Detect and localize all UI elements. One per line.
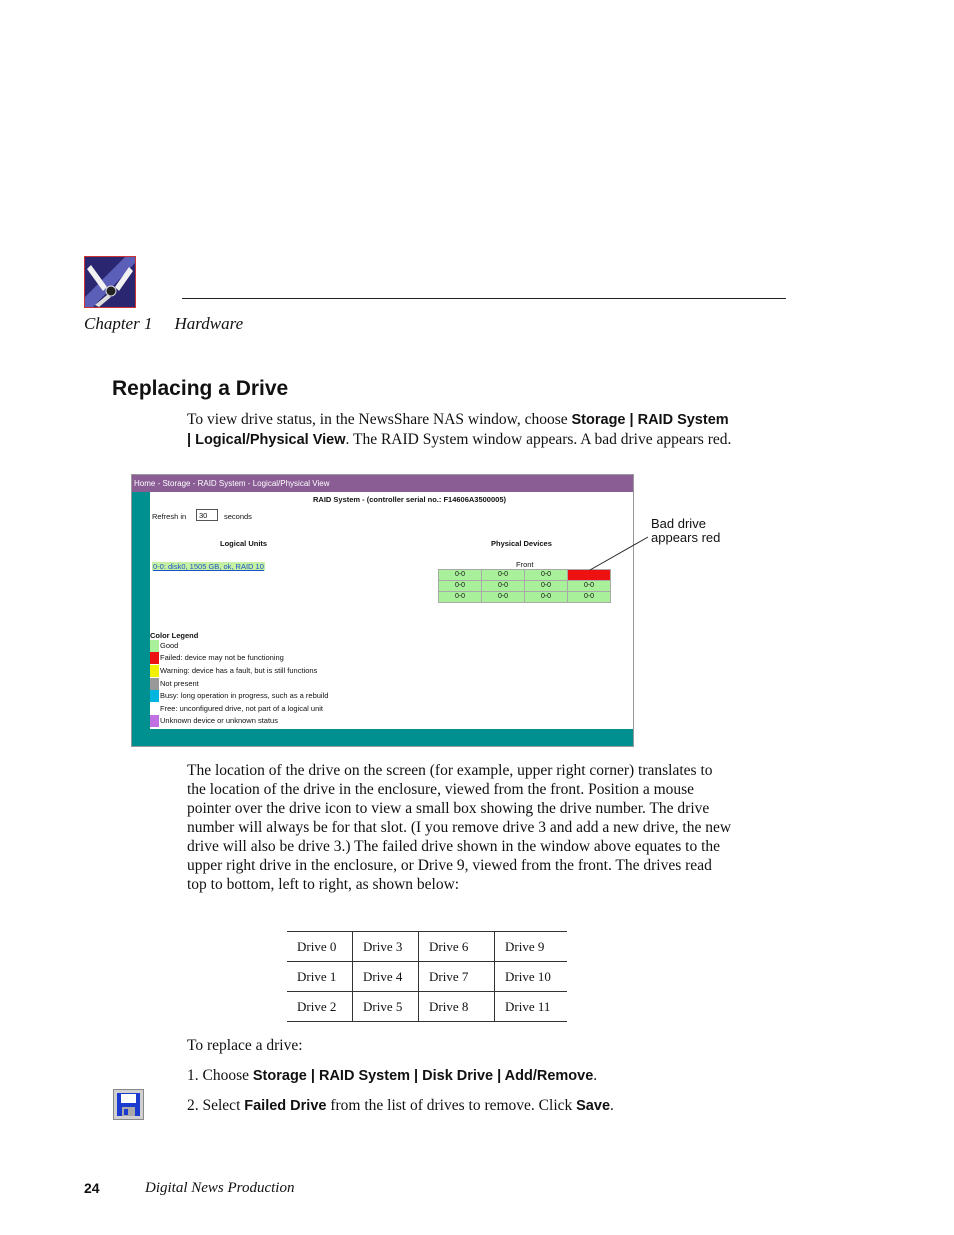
callout-line-1: Bad drive: [651, 516, 706, 531]
drive-cell[interactable]: 0-0: [482, 592, 525, 603]
table-cell: Drive 0: [287, 932, 353, 962]
legend-item: [150, 690, 328, 702]
step-text: from the list of drives to remove. Click: [326, 1097, 577, 1114]
legend-item: [150, 678, 199, 690]
legend-label: Failed: device may not be functioning: [160, 653, 284, 662]
physical-devices-heading: Physical Devices: [491, 539, 552, 548]
refresh-interval-input[interactable]: 30: [196, 509, 218, 521]
book-title: Digital News Production: [145, 1180, 295, 1196]
drive-cell[interactable]: 0-0: [439, 592, 482, 603]
procedure-intro: To replace a drive:: [187, 1037, 303, 1054]
intro-text-1: To view drive status, in the NewsShare NAS window, choose: [187, 411, 572, 428]
procedure-step-1: [187, 1067, 597, 1085]
table-cell: Drive 7: [419, 962, 495, 992]
step-text: .: [593, 1067, 598, 1084]
callout-label: [651, 517, 720, 545]
chapter-label: Chapter 1: [84, 314, 153, 333]
screenshot-breadcrumb: Home - Storage - RAID System - Logical/Physical View: [132, 475, 633, 492]
drive-cell[interactable]: 0-0: [568, 592, 611, 603]
save-disk-icon: [113, 1089, 144, 1120]
logical-units-heading: Logical Units: [220, 539, 268, 548]
legend-swatch: [150, 690, 159, 702]
legend-item: [150, 715, 278, 727]
raid-system-screenshot: [131, 474, 634, 747]
screenshot-bottom-bar: [132, 729, 633, 746]
drive-cell[interactable]: 0-0: [482, 570, 525, 581]
step-text: 1. Choose: [187, 1067, 253, 1084]
legend-label: Good: [160, 641, 179, 650]
intro-paragraph: [187, 410, 732, 450]
legend-label: Free: unconfigured drive, not part of a logical unit: [160, 704, 324, 713]
procedure-step-2: [187, 1097, 614, 1115]
drive-cell[interactable]: 0-0: [439, 570, 482, 581]
table-cell: Drive 2: [287, 992, 353, 1022]
legend-label: Unknown device or unknown status: [160, 716, 278, 725]
page-number: 24: [84, 1180, 100, 1196]
legend-label: Not present: [160, 679, 199, 688]
color-legend-title: Color Legend: [150, 631, 199, 640]
section-heading: Replacing a Drive: [112, 377, 289, 400]
step-menu-path: Storage | RAID System | Disk Drive | Add/Remove: [252, 1068, 594, 1084]
drive-layout-table: [287, 931, 567, 1022]
legend-swatch: [150, 703, 159, 715]
drive-cell-failed[interactable]: [568, 570, 611, 581]
refresh-unit: seconds: [224, 512, 252, 521]
table-cell: Drive 4: [353, 962, 419, 992]
legend-item: [150, 703, 323, 715]
physical-devices-grid: [438, 569, 611, 603]
legend-swatch: [150, 652, 159, 664]
table-cell: Drive 1: [287, 962, 353, 992]
table-cell: Drive 11: [495, 992, 568, 1022]
legend-swatch: [150, 665, 159, 677]
chapter-logo-icon: [84, 256, 136, 308]
table-cell: Drive 3: [353, 932, 419, 962]
table-row: [287, 992, 567, 1022]
front-label: Front: [516, 560, 534, 569]
legend-item: [150, 652, 284, 664]
chapter-header: [84, 314, 243, 334]
intro-text-2: . The RAID System window appears. A bad drive appears red.: [345, 431, 732, 448]
drive-cell[interactable]: 0-0: [568, 581, 611, 592]
legend-label: Busy: long operation in progress, such as a rebuild: [160, 691, 329, 700]
drive-cell[interactable]: 0-0: [525, 570, 568, 581]
screenshot-title: RAID System - (controller serial no.: F14606A3500005): [313, 495, 506, 504]
table-cell: Drive 9: [495, 932, 568, 962]
chapter-title: Hardware: [174, 314, 244, 333]
table-row: [287, 932, 567, 962]
drive-cell[interactable]: 0-0: [482, 581, 525, 592]
drive-cell[interactable]: 0-0: [439, 581, 482, 592]
logical-unit-link[interactable]: 0-0: disk0, 1505 GB, ok, RAID 10: [153, 562, 264, 571]
step-text: .: [610, 1097, 614, 1114]
table-cell: Drive 5: [353, 992, 419, 1022]
legend-swatch: [150, 678, 159, 690]
legend-swatch: [150, 640, 159, 652]
legend-swatch: [150, 715, 159, 727]
drive-cell[interactable]: 0-0: [525, 592, 568, 603]
screenshot-side-bar: [132, 492, 150, 746]
refresh-label: Refresh in: [152, 512, 187, 521]
legend-label: Warning: device has a fault, but is still functions: [160, 666, 318, 675]
table-cell: Drive 6: [419, 932, 495, 962]
legend-item: [150, 665, 317, 677]
step-button-name: Save: [576, 1098, 611, 1114]
legend-item: [150, 640, 178, 652]
table-cell: Drive 8: [419, 992, 495, 1022]
table-cell: Drive 10: [495, 962, 568, 992]
intro-menu-path: Storage | RAID System | Logical/Physical View: [187, 412, 729, 448]
callout-line-2: appears red: [651, 530, 721, 545]
table-row: [287, 962, 567, 992]
body-paragraph: The location of the drive on the screen (for example, upper right corner) translates to the location of the drive in the enclosure, viewed from the front. Position a mouse pointer over the drive icon to view a small box showing the drive number. The drive number will always be for that slot. (I you remove drive 3 and add a new drive, the new drive will also be drive 3.) The failed drive shown in the window above equates to the upper right drive in the enclosure, or Drive 9, viewed from the front. The drives read top to bottom, left to right, as shown below:: [187, 762, 732, 893]
step-item: Failed Drive: [244, 1098, 327, 1114]
header-rule: [182, 298, 786, 299]
drive-cell[interactable]: 0-0: [525, 581, 568, 592]
step-text: 2. Select: [187, 1097, 245, 1114]
